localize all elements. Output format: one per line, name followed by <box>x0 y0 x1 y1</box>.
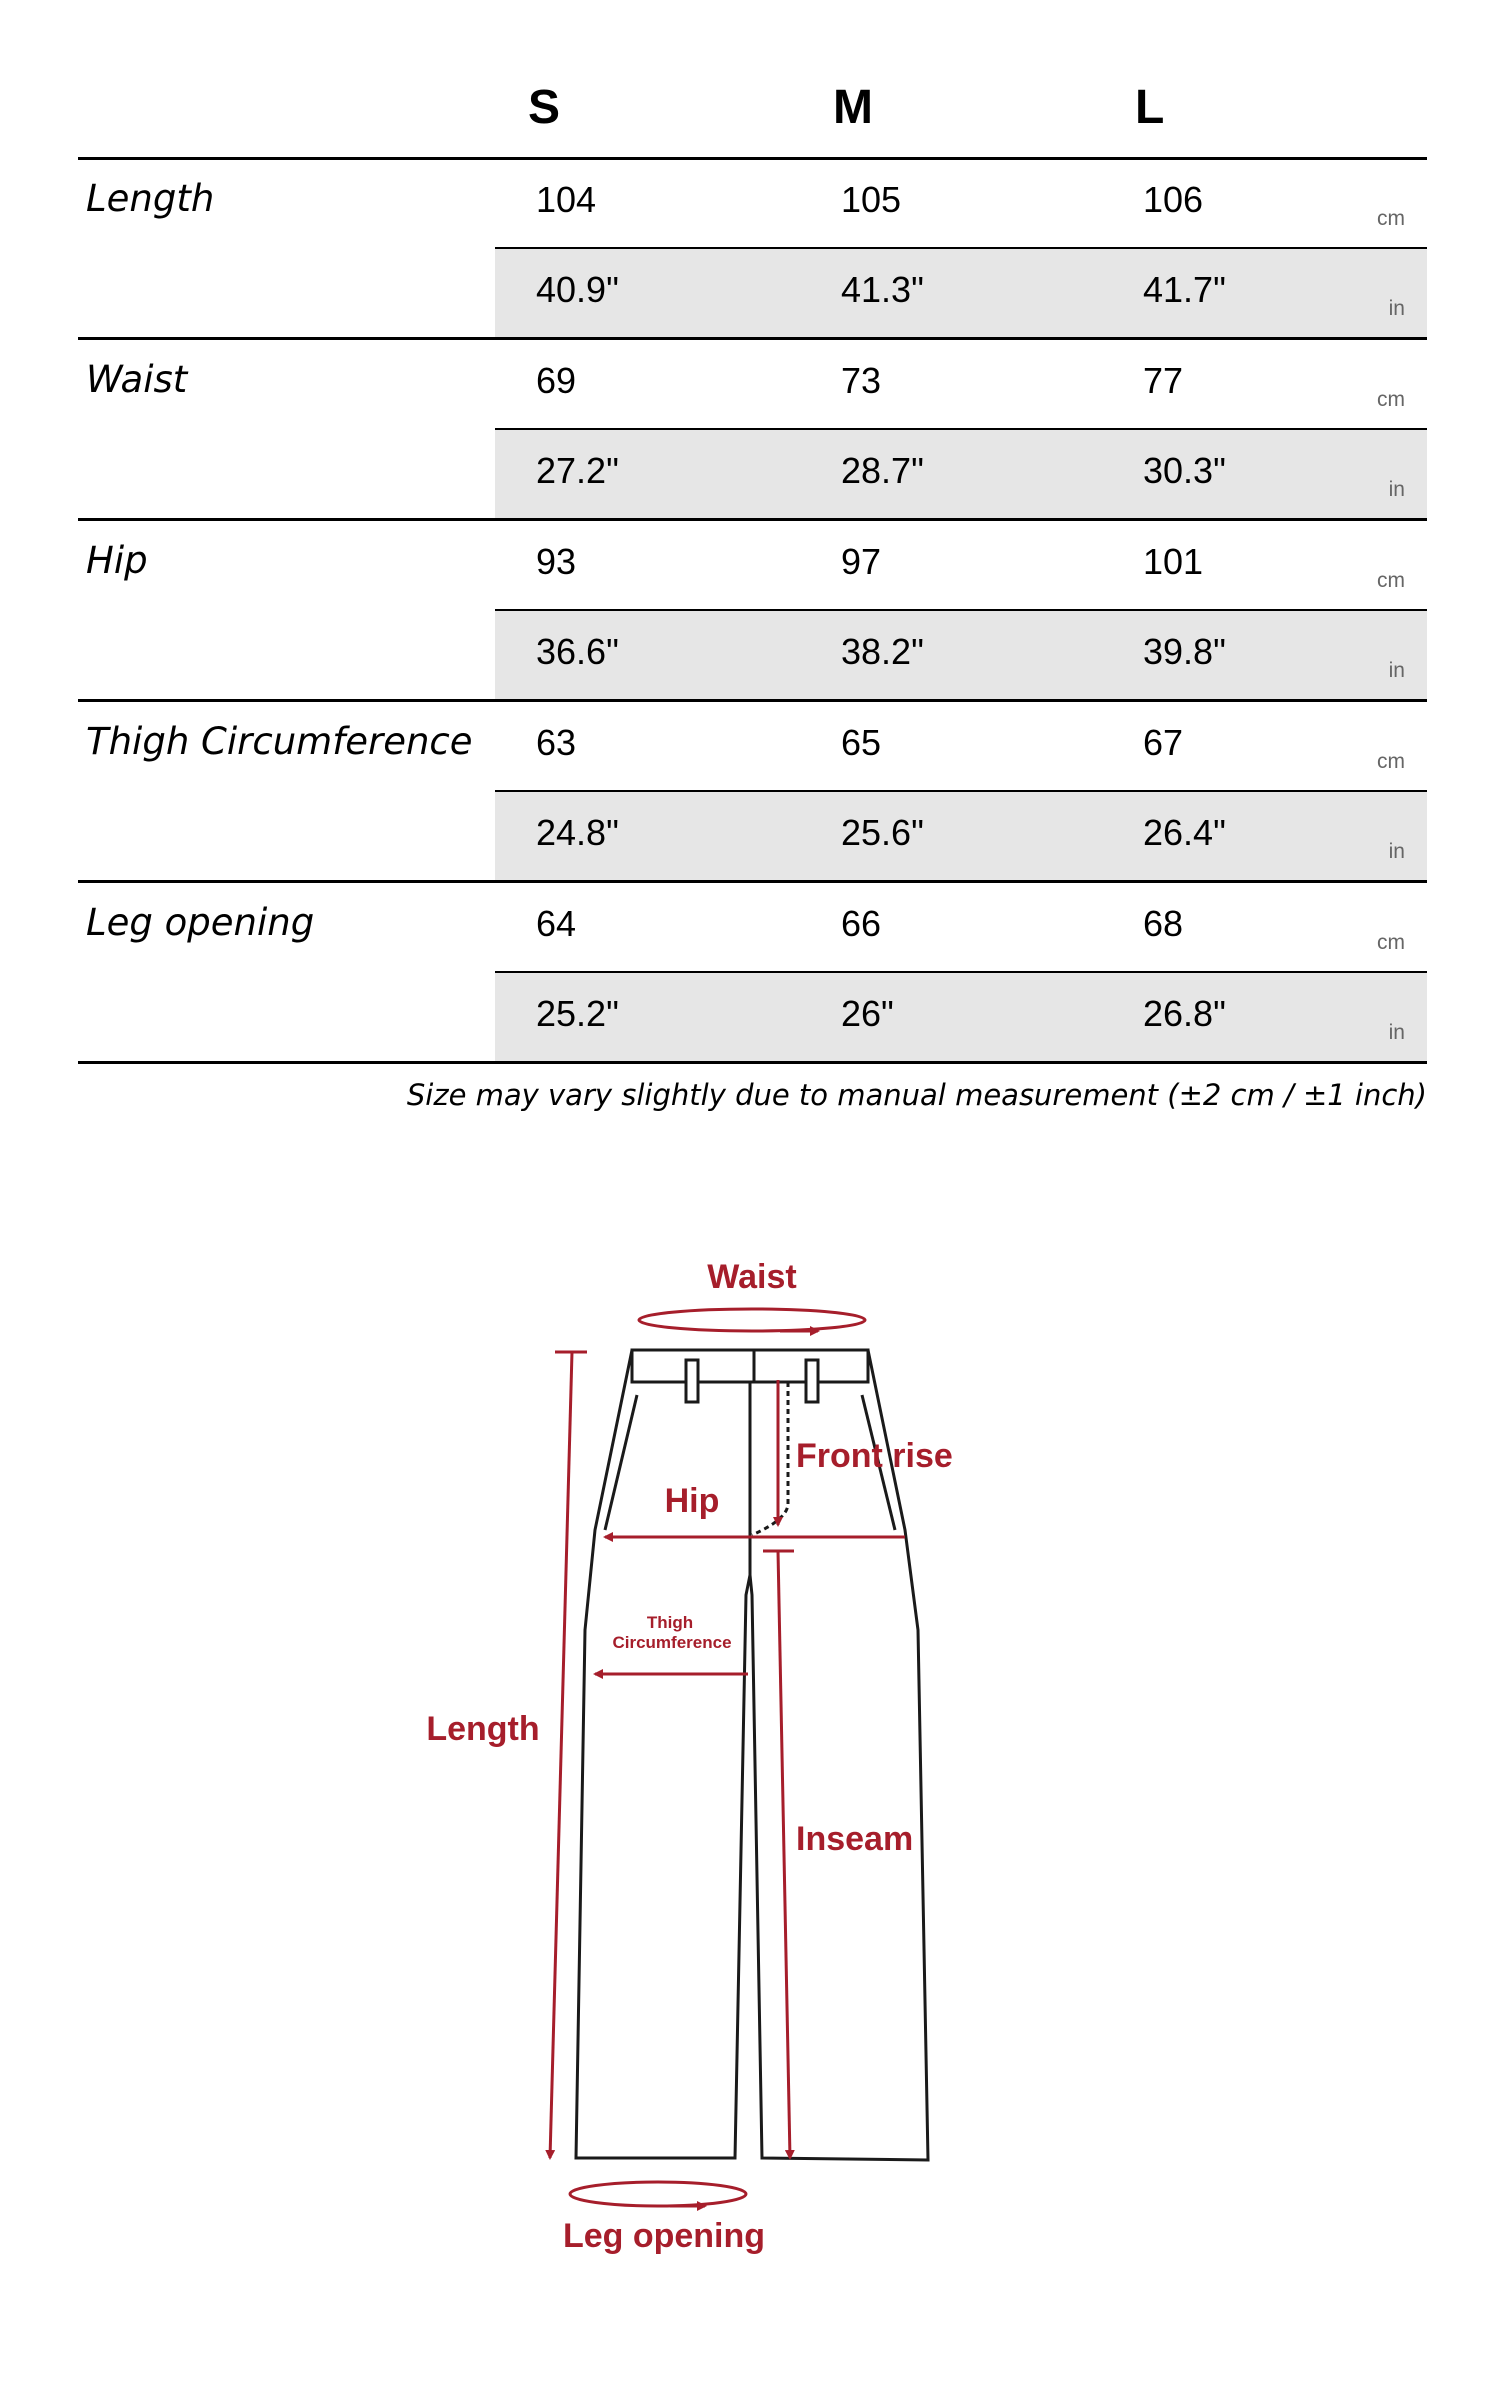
leg-opening-label: Leg opening <box>562 2217 766 2255</box>
measurement-group <box>78 159 1427 339</box>
inch-row <box>495 973 1427 1061</box>
measurement-label: Leg opening <box>86 901 315 944</box>
size-value-cell: 63 <box>536 722 577 763</box>
inch-row <box>495 430 1427 518</box>
unit-divider <box>495 790 1427 792</box>
cm-row <box>495 340 1427 428</box>
front-rise-label: Front rise <box>796 1437 953 1475</box>
thigh-label-line1: Thigh <box>646 1613 694 1632</box>
hip-label: Hip <box>664 1482 720 1520</box>
measurement-group <box>78 340 1427 520</box>
measurement-group <box>78 702 1427 882</box>
size-value-cell: 30.3" <box>1143 450 1226 491</box>
unit-label: in <box>1388 1021 1405 1044</box>
size-value-cell: 69 <box>536 360 577 401</box>
unit-divider <box>495 971 1427 973</box>
size-value-cell: 77 <box>1143 360 1184 401</box>
size-value-cell: 65 <box>841 722 882 763</box>
size-value-cell: 26.8" <box>1143 993 1226 1034</box>
size-value-cell: 39.8" <box>1143 631 1226 672</box>
size-value-cell: 26.4" <box>1143 812 1226 853</box>
size-value-cell: 24.8" <box>536 812 619 853</box>
unit-label: in <box>1388 659 1405 682</box>
size-value-cell: 73 <box>841 360 882 401</box>
cm-row <box>495 702 1427 790</box>
length-label: Length <box>426 1710 540 1748</box>
size-value-cell: 67 <box>1143 722 1184 763</box>
waist-label: Waist <box>707 1258 797 1296</box>
unit-label: in <box>1388 478 1405 501</box>
unit-label: in <box>1388 840 1405 863</box>
inch-row <box>495 249 1427 337</box>
size-l-header: L <box>1135 81 1165 134</box>
measurement-label: Waist <box>86 358 188 401</box>
size-value-cell: 28.7" <box>841 450 924 491</box>
size-value-cell: 38.2" <box>841 631 924 672</box>
size-value-cell: 101 <box>1143 541 1204 582</box>
size-s-header: S <box>528 81 561 134</box>
size-value-cell: 68 <box>1143 903 1184 944</box>
unit-divider <box>495 247 1427 249</box>
cm-row <box>495 883 1427 971</box>
unit-divider <box>495 609 1427 611</box>
size-value-cell: 105 <box>841 179 902 220</box>
size-m-header: M <box>833 81 873 134</box>
pants-measurement-diagram <box>0 1200 1500 2280</box>
measurement-label: Hip <box>86 539 148 582</box>
measurement-group <box>78 521 1427 701</box>
inch-row <box>495 792 1427 880</box>
size-value-cell: 97 <box>841 541 882 582</box>
thigh-label-line2: Circumference <box>612 1633 732 1652</box>
unit-label: cm <box>1377 207 1405 230</box>
size-value-cell: 41.7" <box>1143 269 1226 310</box>
size-value-cell: 104 <box>536 179 597 220</box>
cm-row <box>495 159 1427 247</box>
size-value-cell: 41.3" <box>841 269 924 310</box>
size-value-cell: 36.6" <box>536 631 619 672</box>
unit-divider <box>495 428 1427 430</box>
unit-label: cm <box>1377 931 1405 954</box>
size-value-cell: 26" <box>841 993 894 1034</box>
size-value-cell: 25.2" <box>536 993 619 1034</box>
size-header-row <box>78 70 1427 158</box>
unit-label: cm <box>1377 750 1405 773</box>
measurement-group <box>78 883 1427 1063</box>
group-divider <box>78 1061 1427 1064</box>
size-value-cell: 27.2" <box>536 450 619 491</box>
size-value-cell: 25.6" <box>841 812 924 853</box>
size-value-cell: 106 <box>1143 179 1204 220</box>
unit-label: in <box>1388 297 1405 320</box>
measurement-label: Thigh Circumference <box>86 720 473 763</box>
size-value-cell: 93 <box>536 541 577 582</box>
cm-row <box>495 521 1427 609</box>
measurement-label: Length <box>86 177 215 220</box>
size-value-cell: 40.9" <box>536 269 619 310</box>
size-value-cell: 66 <box>841 903 882 944</box>
unit-label: cm <box>1377 569 1405 592</box>
measurement-note: Size may vary slightly due to manual measurement (±2 cm / ±1 inch) <box>406 1078 1427 1112</box>
inseam-label: Inseam <box>796 1820 914 1858</box>
size-value-cell: 64 <box>536 903 577 944</box>
unit-label: cm <box>1377 388 1405 411</box>
inch-row <box>495 611 1427 699</box>
